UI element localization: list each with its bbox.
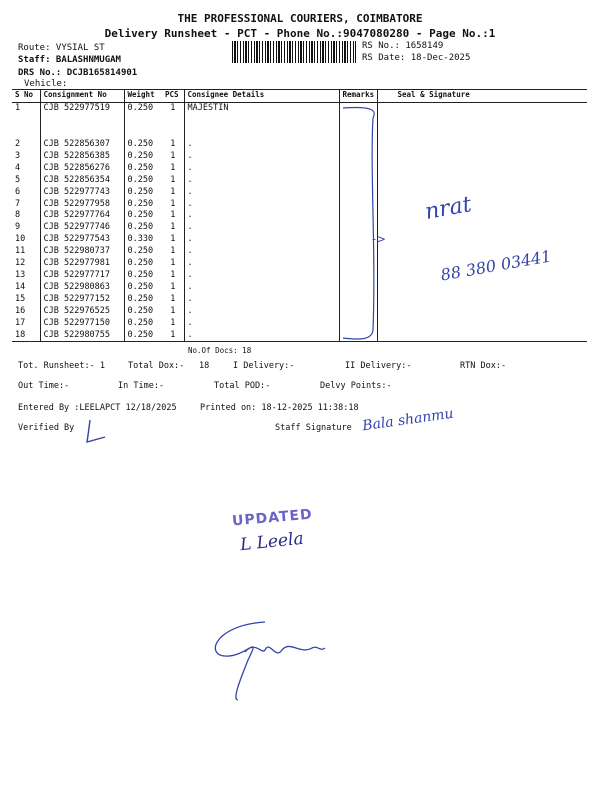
- row-pcs: 1: [170, 210, 176, 221]
- row-pcs: 1: [170, 198, 176, 209]
- signature-scribble-icon: [215, 622, 325, 700]
- row-weight: 0.250: [124, 151, 162, 163]
- row-sno: 13: [15, 269, 26, 280]
- row-consignment-no: CJB 522856354: [40, 175, 124, 187]
- row-sno: 10: [15, 234, 26, 245]
- row-consignee-details: .: [184, 246, 339, 258]
- row-consignment-no: CJB 522976525: [40, 306, 124, 318]
- row-weight: 0.250: [124, 103, 162, 140]
- row-weight: 0.250: [124, 210, 162, 222]
- row-consignment-no: CJB 522977981: [40, 258, 124, 270]
- col-consignment: Consignment No: [40, 90, 124, 103]
- row-pcs: 1: [170, 150, 176, 161]
- row-pcs: 1: [170, 293, 176, 304]
- printed-on: Printed on: 18-12-2025 11:38:18: [200, 403, 359, 413]
- row-consignee-details: .: [184, 282, 339, 294]
- row-consignment-no: CJB 522977152: [40, 294, 124, 306]
- row-consignee-details: .: [184, 306, 339, 318]
- rs-number: RS No.: 1658149: [362, 41, 444, 51]
- row-pcs: 1: [170, 174, 176, 185]
- row-weight: 0.250: [124, 294, 162, 306]
- row-sno: 15: [15, 293, 26, 304]
- out-time: Out Time:-: [18, 381, 70, 391]
- row-sno: 16: [15, 305, 26, 316]
- entered-by: Entered By :LEELAPCT 12/18/2025: [18, 403, 177, 413]
- verified-by: Verified By: [18, 423, 75, 433]
- row-consignee-details: .: [184, 258, 339, 270]
- row-consignment-no: CJB 522977746: [40, 222, 124, 234]
- row-pcs: 1: [170, 258, 176, 269]
- verified-mark-icon: [87, 420, 105, 442]
- staff-signature-handwriting: Bala shanmu: [361, 405, 455, 435]
- row-sno: 9: [15, 222, 21, 233]
- row-consignee-details: .: [184, 294, 339, 306]
- row-consignee-details: .: [184, 163, 339, 175]
- row-consignment-no: CJB 522856276: [40, 163, 124, 175]
- drs-number: DRS No.: DCJB165814901: [18, 68, 138, 78]
- row-pcs: 1: [170, 317, 176, 328]
- row-consignee-details: .: [184, 199, 339, 211]
- row-weight: 0.250: [124, 306, 162, 318]
- row-weight: 0.250: [124, 270, 162, 282]
- staff-signature-label: Staff Signature: [275, 423, 352, 433]
- remark-arrow: ->: [372, 232, 387, 246]
- seal-handwriting: nrat: [423, 192, 474, 225]
- col-remarks: Remarks: [339, 90, 377, 103]
- row-weight: 0.330: [124, 234, 162, 246]
- row-weight: 0.250: [124, 139, 162, 151]
- row-weight: 0.250: [124, 330, 162, 342]
- runsheet-subtitle: Delivery Runsheet - PCT - Phone No.:9047080280 - Page No.:1: [104, 27, 496, 40]
- row-sno: 11: [15, 246, 26, 257]
- row-pcs: 1: [170, 246, 176, 257]
- row-weight: 0.250: [124, 318, 162, 330]
- row-consignee-details: MAJESTIN: [184, 103, 339, 140]
- row-consignee-details: .: [184, 234, 339, 246]
- row-weight: 0.250: [124, 175, 162, 187]
- vehicle-label: Vehicle:: [24, 79, 68, 89]
- no-of-docs: No.Of Docs: 18: [188, 346, 252, 355]
- row-sno: 2: [15, 139, 21, 149]
- row-pcs: 1: [170, 139, 176, 149]
- row-sno: 3: [15, 150, 21, 161]
- phone-handwriting: 88 380 03441: [439, 246, 553, 285]
- row-weight: 0.250: [124, 163, 162, 175]
- company-title: THE PROFESSIONAL COURIERS, COIMBATORE: [177, 12, 423, 25]
- staff-label: Staff: BALASHNMUGAM: [18, 55, 121, 65]
- row-consignment-no: CJB 522980737: [40, 246, 124, 258]
- row-consignment-no: CJB 522977717: [40, 270, 124, 282]
- row-consignment-no: CJB 522977519: [40, 103, 124, 140]
- stamp-signature: L Leela: [239, 528, 305, 556]
- row-weight: 0.250: [124, 199, 162, 211]
- row-sno: 6: [15, 186, 21, 197]
- row-consignment-no: CJB 522977958: [40, 199, 124, 211]
- row-consignment-no: CJB 522856385: [40, 151, 124, 163]
- col-sno: S No: [12, 90, 40, 103]
- row-consignee-details: .: [184, 318, 339, 330]
- total-dox-value: 18: [199, 361, 210, 371]
- total-dox-label: Total Dox:-: [128, 361, 185, 371]
- row-sno: 8: [15, 210, 21, 221]
- row-sno: 12: [15, 258, 26, 269]
- col-seal: Seal & Signature: [377, 90, 587, 103]
- row-pcs: 1: [170, 269, 176, 280]
- row-consignee-details: .: [184, 330, 339, 342]
- row-consignee-details: .: [184, 175, 339, 187]
- row-pcs: 1: [170, 103, 176, 113]
- row-weight: 0.250: [124, 246, 162, 258]
- col-pcs: PCS: [162, 90, 184, 103]
- row-sno: 18: [12, 330, 40, 342]
- row-weight: 0.250: [124, 282, 162, 294]
- row-consignment-no: CJB 522980863: [40, 282, 124, 294]
- row-sno: 17: [15, 317, 26, 328]
- row-consignment-no: CJB 522977743: [40, 187, 124, 199]
- in-time: In Time:-: [118, 381, 165, 391]
- col-consignee: Consignee Details: [184, 90, 339, 103]
- row-weight: 0.250: [124, 258, 162, 270]
- row-sno: 4: [15, 162, 21, 173]
- row-consignment-no: CJB 522977150: [40, 318, 124, 330]
- row-pcs: 1: [170, 162, 176, 173]
- rtn-dox: RTN Dox:-: [460, 361, 507, 371]
- row-weight: 0.250: [124, 187, 162, 199]
- delvy-points: Delvy Points:-: [320, 381, 392, 391]
- row-consignee-details: .: [184, 187, 339, 199]
- col-weight: Weight: [124, 90, 162, 103]
- i-delivery: I Delivery:-: [233, 361, 295, 371]
- row-sno: 7: [15, 198, 21, 209]
- tot-runsheet: Tot. Runsheet:- 1: [18, 361, 105, 371]
- row-pcs: 1: [170, 222, 176, 233]
- row-consignee-details: .: [184, 222, 339, 234]
- row-consignment-no: CJB 522977764: [40, 210, 124, 222]
- row-pcs: 1: [170, 305, 176, 316]
- total-pod: Total POD:-: [214, 381, 271, 391]
- row-pcs: 1: [170, 186, 176, 197]
- row-pcs: 1: [170, 281, 176, 292]
- row-consignment-no: CJB 522856307: [40, 139, 124, 151]
- row-consignment-no: CJB 522977543: [40, 234, 124, 246]
- row-sno: 14: [15, 281, 26, 292]
- row-consignee-details: .: [184, 270, 339, 282]
- updated-stamp: UPDATED: [231, 506, 314, 530]
- row-consignee-details: .: [184, 151, 339, 163]
- ii-delivery: II Delivery:-: [345, 361, 412, 371]
- rs-date: RS Date: 18-Dec-2025: [362, 53, 471, 63]
- row-sno: 1: [15, 103, 21, 113]
- remarks-bracket: [343, 107, 374, 339]
- row-consignee-details: .: [184, 210, 339, 222]
- row-pcs: 1: [170, 234, 176, 245]
- row-weight: 0.250: [124, 222, 162, 234]
- row-consignee-details: .: [184, 139, 339, 151]
- row-sno: 5: [15, 174, 21, 185]
- route-label: Route: VYSIAL ST: [18, 43, 105, 53]
- row-consignment-no: CJB 522980755: [40, 330, 124, 342]
- row-pcs: 1: [162, 330, 184, 342]
